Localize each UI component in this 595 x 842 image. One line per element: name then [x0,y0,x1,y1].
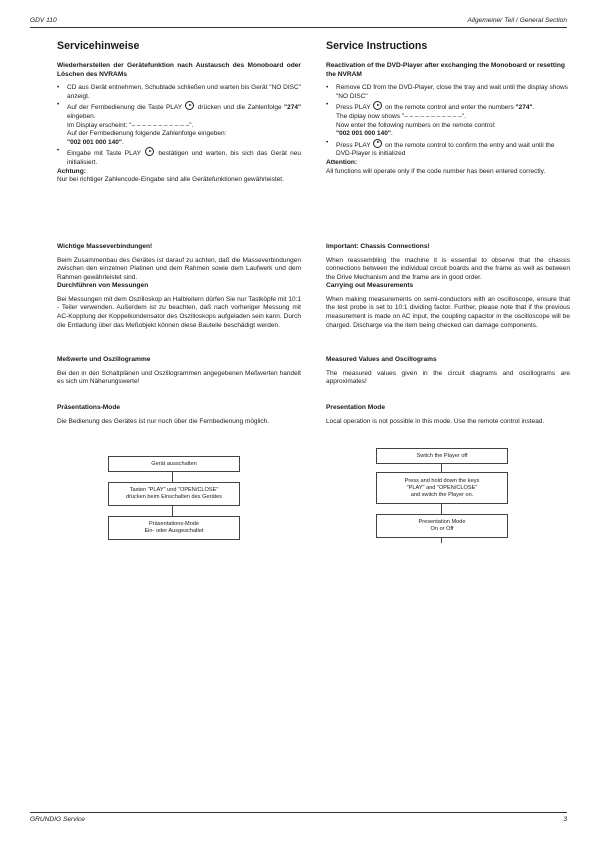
section-title: Wichtige Masseverbindungen! [57,243,153,250]
step-2-en: • Press PLAY on the remote control and enter the numbers "274". The diplay now shows "– – – – – – – – – – –". Now enter the following numbers on the remote control: "002 001 000 140". [326,101,570,138]
section-title: Meßwerte und Oszillogramme [57,356,151,363]
section-chassis-de [57,243,301,283]
page-title-en: Service Instructions [326,40,428,52]
page-number: 3 [563,816,567,823]
section-text: Die Bedienung des Gerätes ist nur noch über die Fernbedienung möglich. [57,417,270,425]
section-title: Präsentations-Mode [57,404,121,411]
flow-box-2-en: Press and hold down the keys "PLAY" and "OPEN/CLOSE" and switch the Player on. [376,472,508,504]
section-title: Important: Chassis Connections! [326,243,430,250]
footer-brand: GRUNDIG Service [30,816,85,823]
step-3-en: • Press PLAY on the remote control to confirm the entry and wait until the DVD-Player is initialized [326,139,570,159]
header-rule [30,27,567,28]
section-measure-de [57,282,301,331]
flow-box-3-en: Presentation Mode On or Off [376,514,508,538]
nvram-heading-en: Reactivation of the DVD-Player after exchanging the Monoboard or resetting the NVRAM [326,62,565,78]
section-title: Durchführen von Messungen [57,282,149,289]
section-text: The measured values given in the circuit diagrams and oscillograms are approximates! [326,369,570,386]
play-icon [373,101,382,110]
step-1-en: • Remove CD from the DVD-Player, close the tray and wait until the display shows "NO DISC" [326,84,570,101]
play-icon [145,147,154,156]
section-text: Bei den in den Schaltplänen und Oszillogrammen angegebenen Meßwerten handelt es sich um Näherungswerte! [57,369,301,386]
section-text: Local operation is not possible in this mode. Use the remote control instead. [326,417,545,425]
step-2-de: • Auf der Fernbedienung die Taste PLAY drücken und die Zahlenfolge "274" eingeben. Im Display erscheint: "– – – – – – – – – – –". Auf der Fernbedienung folgende Zahlenfolge eingeben: "002 001 000 140". [57,101,301,147]
section-text: When reassembling the machine it is essential to observe that the chassis connections between the individual circuit boards and the frame as well as between the Drive Mechanism and the frame are in good order. [326,256,570,282]
flow-box-2-de: Tasten "PLAY" und "OPEN/CLOSE" drücken beim Einschalten des Gerätes [108,482,240,506]
section-measure-en [326,282,570,331]
play-icon [185,101,194,110]
warning-text-en: All functions will operate only if the code number has been entered correctly. [326,167,546,175]
section-title: Presentation Mode [326,404,385,411]
section-values-en [326,356,570,387]
section-text: When making measurements on semi-conductors with an oscilloscope, ensure that the test probe is set to 10:1 dividing factor. Further, please note that if the previous measurement is made on AC input, the coupling capacitor in the oscilloscope will be charged. Discharge via the item being checked can damage components. [326,295,570,329]
nvram-steps-en [326,84,570,159]
section-title: Carrying out Measurements [326,282,414,289]
footer-rule [30,812,567,813]
section-title: Measured Values and Oscillograms [326,356,437,363]
german-column [57,40,301,185]
page-title-de: Servicehinweise [57,40,140,52]
section-values-de [57,356,301,387]
warning-text-de: Nur bei richtiger Zahlencode-Eingabe sind alle Gerätefunktionen gewährleistet. [57,176,284,184]
warning-label-de: Achtung: [57,167,86,175]
step-3-de: • Eingabe mit Taste PLAY bestätigen und warten, bis sich das Gerät neu initialisiert. [57,147,301,167]
section-presentation-en [326,404,570,426]
english-column [326,40,570,176]
flow-box-1-en: Switch the Player off [376,448,508,464]
flow-box-1-de: Gerät ausschalten [108,456,240,472]
header-model: GDV 110 [30,17,57,24]
step-1-de: • CD aus Gerät entnehmen, Schublade schließen und warten bis Gerät "NO DISC" anzeigt. [57,84,301,101]
warning-label-en: Attention: [326,158,358,166]
section-chassis-en [326,243,570,283]
section-text: Beim Zusammenbau des Gerätes ist darauf zu achten, daß die Masseverbindungen zwischen den einzelnen Platinen und dem Rahmen sowie dem Laufwerk und dem Rahmen gewährleistet sind. [57,256,301,282]
section-presentation-de [57,404,301,426]
nvram-heading-de: Wiederherstellen der Gerätefunktion nach Austausch des Monoboard oder Löschen des NVRAMs [57,62,301,78]
header-section: Allgemeiner Teil / General Section [467,17,567,24]
section-text: Bei Messungen mit dem Oszilloskop an Halbleitern dürfen Sie nur Tastköpfe mit 10:1 - Teiler verwenden. Außerdem ist zu beachten, daß nach vorheriger Messung mit AC-Kopplung der Koppelkondensator des Oszilloskops aufgeladen sein kann. Durch die Entladung über das Meßobjekt können diese Bauteile beschädigt werden. [57,295,301,329]
nvram-steps-de [57,84,301,167]
play-icon [373,139,382,148]
flow-box-3-de: Präsentations-Mode Ein- oder Ausgeschaltet [108,516,240,540]
